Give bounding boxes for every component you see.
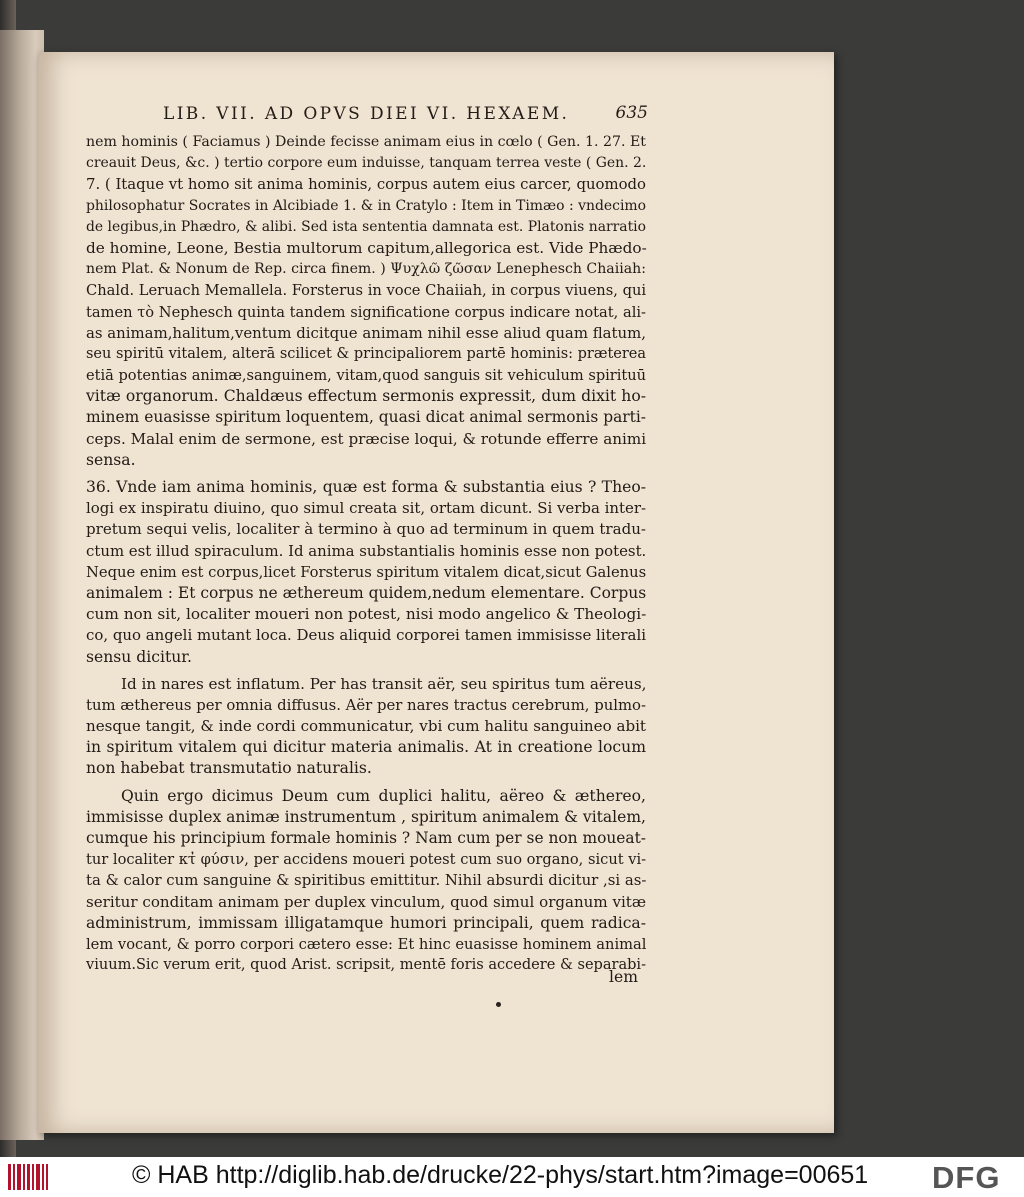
text-line: nesque tangit, & inde cordi communicatur, vbi cum halitu sanguineo abit xyxy=(86,717,646,736)
text-line: logi ex inspiratu diuino, quo simul creata sit, ortam dicunt. Si verba inter- xyxy=(86,499,646,518)
running-header xyxy=(163,104,648,130)
text-line: lem vocant, & porro corpori cætero esse: Et hinc euasisse hominem animal xyxy=(86,935,647,953)
text-line: Neque enim est corpus,licet Forsterus spiritum vitalem dicat,sicut Galenus xyxy=(86,563,647,581)
text-line: Id in nares est inflatum. Per has transit aër, seu spiritus tum aëreus, xyxy=(121,674,647,693)
text-line: ctum est illud spiraculum. Id anima substantialis hominis esse non potest. xyxy=(86,541,647,560)
text-line: non habebat transmutatio naturalis. xyxy=(86,759,372,778)
catchword: lem xyxy=(609,968,639,986)
hab-barcode-logo-icon xyxy=(8,1164,48,1190)
text-line: cum non sit, localiter moueri non potest, nisi modo angelico & Theologi- xyxy=(86,605,647,624)
text-line: vitæ organorum. Chaldæus effectum sermonis expressit, dum dixit ho- xyxy=(86,387,646,406)
text-line: minem euasisse spiritum loquentem, quasi dicat animal sermonis parti- xyxy=(86,408,646,427)
text-line: pretum sequi velis, localiter à termino à quo ad terminum in quem tradu- xyxy=(86,520,646,539)
text-line: in spiritum vitalem qui dicitur materia animalis. At in creatione locum xyxy=(86,738,646,757)
text-line: Chald. Leruach Memallela. Forsterus in voce Chaiiah, in corpus viuens, qui xyxy=(86,282,647,300)
text-line: etiā potentias animæ,sanguinem, vitam,quod sanguis sit vehiculum spirituū xyxy=(86,367,646,385)
text-line: creauit Deus, &c. ) tertio corpore eum induisse, tanquam terrea veste ( Gen. 2. xyxy=(86,155,647,172)
body-text xyxy=(86,132,646,976)
text-line: animalem : Et corpus ne æthereum quidem,nedum elementare. Corpus xyxy=(86,583,647,602)
text-line: tamen τὸ Nephesch quinta tandem significatione corpus indicare notat, ali- xyxy=(86,303,646,321)
page-number: 635 xyxy=(615,103,648,123)
text-line: administrum, immissam illigatamque humori principali, quem radica- xyxy=(86,913,646,932)
text-line: co, quo angeli mutant loca. Deus aliquid corporei tamen immisisse literali xyxy=(86,626,646,645)
source-link[interactable]: © HAB http://diglib.hab.de/drucke/22-phys/start.htm?image=00651 xyxy=(132,1161,869,1189)
text-line: viuum.Sic verum erit, quod Arist. scripsit, mentē foris accedere & separabi- xyxy=(86,957,646,974)
footer-bar xyxy=(0,1157,1024,1197)
text-line: sensa. xyxy=(86,450,136,469)
text-line: ceps. Malal enim de sermone, est præcise loqui, & rotunde efferre animi xyxy=(86,429,647,448)
header-title: LIB. VII. AD OPVS DIEI VI. HEXAEM. xyxy=(163,104,570,124)
text-line: 7. ( Itaque vt homo sit anima hominis, corpus autem eius carcer, quomodo xyxy=(86,175,646,194)
text-line: as animam,halitum,ventum dicitque animam nihil esse aliud quam flatum, xyxy=(86,323,646,342)
text-line: de legibus,in Phædro, & alibi. Sed ista sententia damnata est. Platonis narratio xyxy=(86,218,646,235)
dfg-logo: DFG xyxy=(932,1160,1001,1195)
text-line: nem Plat. & Nonum de Rep. circa finem. ) Ψυχλῶ ζῶσαν Lenephesch Chaiiah: xyxy=(86,261,646,278)
text-line: nem hominis ( Faciamus ) Deinde fecisse animam eius in cœlo ( Gen. 1. 27. Et xyxy=(86,134,646,150)
text-line: seritur conditam animam per duplex vinculum, quod simul organum vitæ xyxy=(86,892,646,911)
text-line: de homine, Leone, Bestia multorum capitum,allegorica est. Vide Phædo- xyxy=(86,238,647,257)
text-line: philosophatur Socrates in Alcibiade 1. & in Cratylo : Item in Timæo : vndecimo xyxy=(86,197,647,214)
text-line: tur localiter κτ̓ φύσιν, per accidens moueri potest cum suo organo, sicut vi- xyxy=(86,851,647,869)
text-line: cumque his principium formale hominis ? Nam cum per se non moueat- xyxy=(86,829,646,847)
text-line: seu spiritū vitalem, alterā scilicet & principaliorem partē hominis: præterea xyxy=(86,345,646,362)
text-line: sensu dicitur. xyxy=(86,647,192,666)
text-line: tum æthereus per omnia diffusus. Aër per nares tractus cerebrum, pulmo- xyxy=(86,696,646,714)
text-line: ta & calor cum sanguine & spiritibus emittitur. Nihil absurdi dicitur ,si as- xyxy=(86,871,647,890)
page-mark xyxy=(496,1002,501,1007)
text-line: immisisse duplex animæ instrumentum , spiritum animalem & vitalem, xyxy=(86,807,646,826)
text-line-section-36: 36. Vnde iam anima hominis, quæ est forma & substantia eius ? Theo- xyxy=(86,478,646,496)
text-line: Quin ergo dicimus Deum cum duplici halitu, aëreo & æthereo, xyxy=(121,786,646,805)
